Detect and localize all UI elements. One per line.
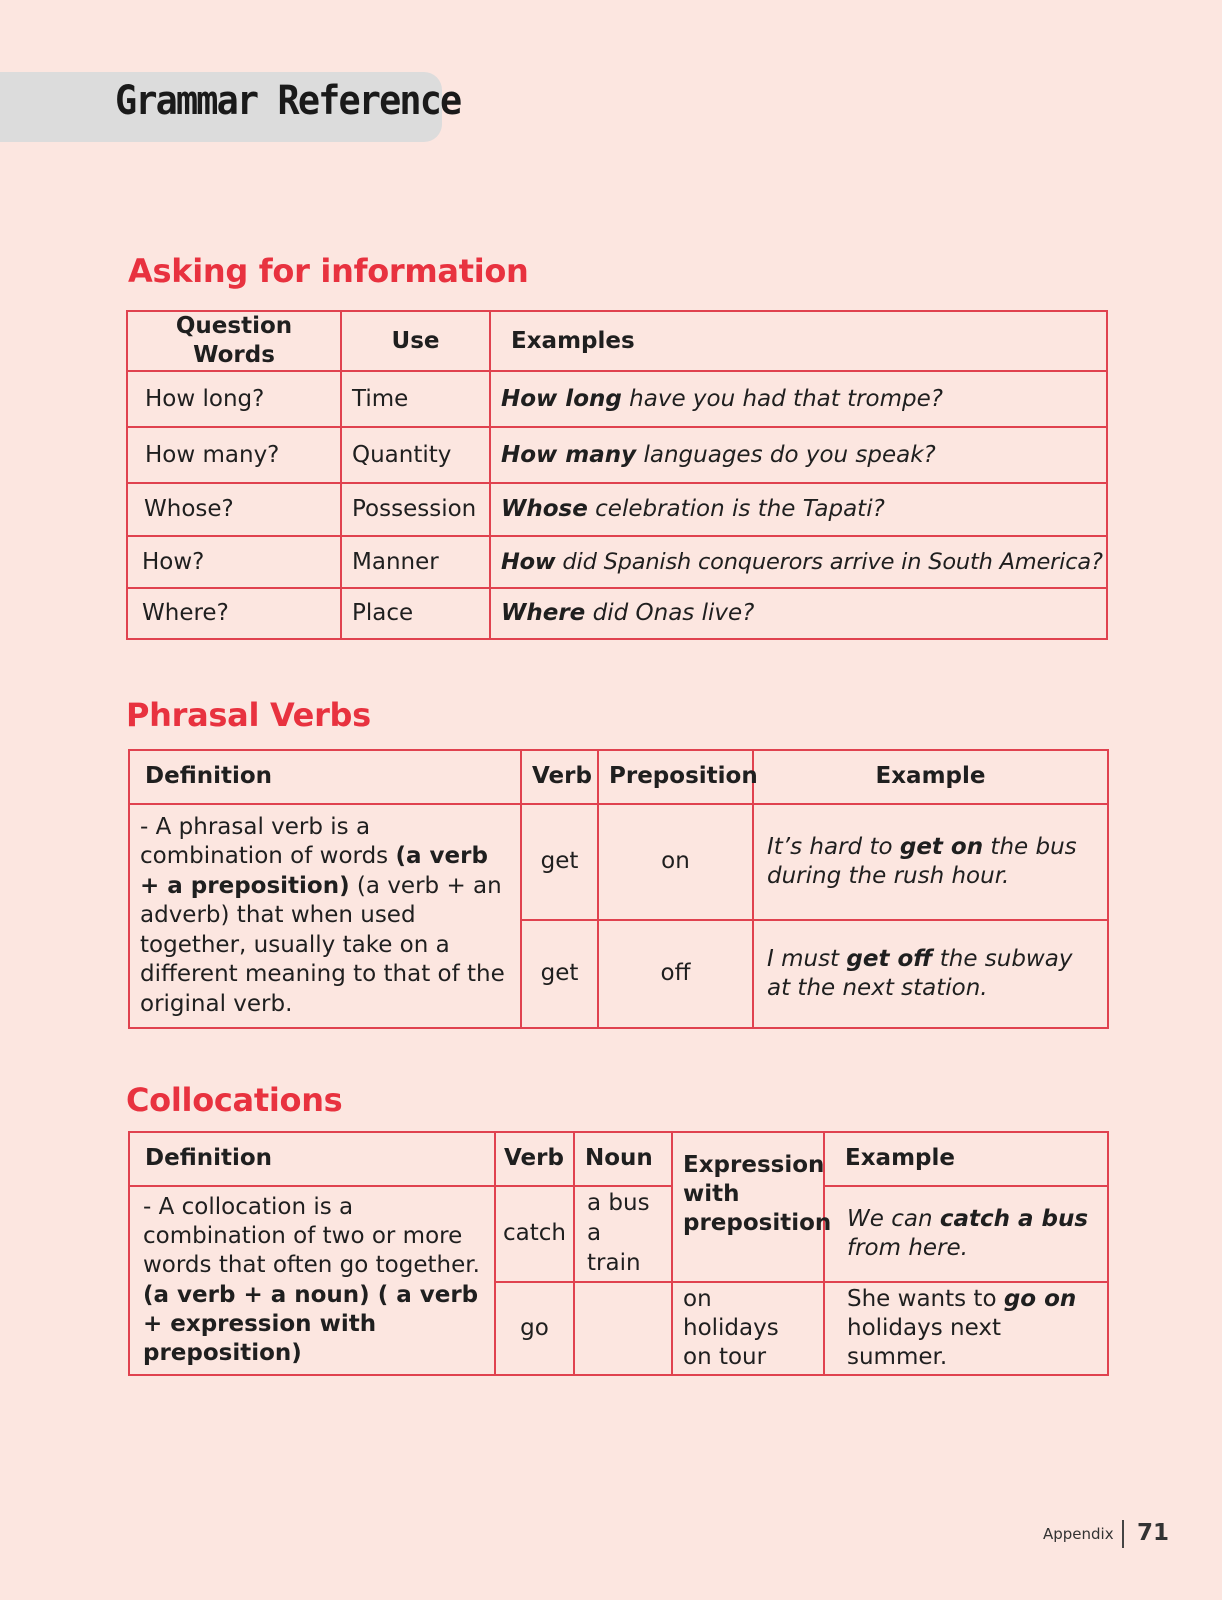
definition-bold: (a verb + a preposition) — [140, 843, 488, 899]
example-text-continued: from here. — [847, 1234, 968, 1261]
verb-cell: go — [495, 1282, 574, 1376]
header-verb: Verb — [495, 1132, 574, 1186]
header-use: Use — [341, 311, 490, 371]
question-example — [490, 483, 1107, 536]
table-row — [127, 536, 1107, 588]
asking-table — [126, 310, 1108, 640]
definition-bold: (a verb + a noun) ( a verb + expression with preposition) — [143, 1281, 479, 1367]
preposition-cell: on — [598, 804, 753, 920]
example-text: We can — [847, 1205, 940, 1232]
expression-item: on tour — [683, 1344, 767, 1371]
example-bold: How many — [501, 441, 637, 468]
definition-text: - A phrasal verb is a combination of words — [140, 814, 396, 870]
noun-item: a bus — [587, 1190, 650, 1216]
noun-cell — [574, 1282, 672, 1376]
question-word: Whose? — [127, 483, 341, 536]
example-bold: get on — [899, 833, 984, 860]
page-number: 71 — [1137, 1520, 1170, 1546]
example-text: did Onas live? — [585, 600, 755, 627]
question-use: Place — [341, 588, 490, 639]
example-cell — [753, 804, 1108, 920]
question-example — [490, 588, 1107, 639]
definition-text: - A collocation is a combination of two or more words that often go together. — [143, 1194, 480, 1279]
table-row — [127, 588, 1107, 639]
header-preposition: Preposition — [598, 750, 753, 804]
noun-cell — [574, 1186, 672, 1282]
example-bold: How long — [501, 385, 622, 412]
example-text: languages do you speak? — [636, 441, 936, 468]
example-text: did Spanish conquerors arrive in South America? — [555, 549, 1103, 576]
table-header-row — [129, 1132, 1108, 1186]
example-text: I must — [767, 945, 847, 972]
example-text-continued: the subway at the next station. — [767, 945, 1073, 1001]
footer-label: Appendix — [1043, 1525, 1114, 1543]
question-example — [490, 536, 1107, 588]
question-word: How? — [127, 536, 341, 588]
example-bold: Where — [501, 600, 586, 627]
header-noun: Noun — [574, 1132, 672, 1186]
example-bold: Whose — [501, 496, 588, 523]
example-cell — [824, 1282, 1108, 1376]
table-row — [127, 483, 1107, 536]
example-text: have you had that trompe? — [621, 385, 943, 412]
noun-item: a train — [587, 1219, 641, 1276]
example-text: celebration is the Tapati? — [587, 496, 885, 523]
phrasal-verbs-table — [128, 749, 1109, 1029]
preposition-cell: off — [598, 920, 753, 1028]
question-word: Where? — [127, 588, 341, 639]
collocations-table — [128, 1131, 1109, 1376]
table-row — [129, 804, 1108, 920]
example-bold: How — [501, 549, 556, 576]
header-verb: Verb — [521, 750, 598, 804]
table-row — [129, 1186, 1108, 1282]
table-row — [127, 427, 1107, 483]
header-example: Example — [824, 1132, 1108, 1186]
header-question-words: Question Words — [127, 311, 341, 371]
table-row — [127, 371, 1107, 427]
footer-divider — [1122, 1520, 1124, 1548]
question-example — [490, 371, 1107, 427]
table-header-row — [129, 750, 1108, 804]
example-bold: get off — [846, 945, 933, 972]
example-cell — [824, 1186, 1108, 1282]
verb-cell: get — [521, 804, 598, 920]
example-bold: catch a bus — [939, 1205, 1089, 1232]
verb-cell: catch — [495, 1186, 574, 1282]
example-text: It’s hard to — [767, 833, 900, 860]
question-use: Time — [341, 371, 490, 427]
example-text-continued: the bus during the rush hour. — [767, 833, 1077, 889]
collocation-definition — [129, 1186, 495, 1375]
phrasal-definition — [129, 804, 521, 1028]
header-definition: Definition — [129, 1132, 495, 1186]
question-use: Quantity — [341, 427, 490, 483]
question-word: How many? — [127, 427, 341, 483]
header-expression: Expression with preposition — [672, 1132, 824, 1282]
header-example: Example — [753, 750, 1108, 804]
verb-cell: get — [521, 920, 598, 1028]
question-use: Manner — [341, 536, 490, 588]
section-title-collocations: Collocations — [126, 1081, 343, 1119]
definition-text-continued: (a verb + an adverb) that when used together, usually take on a different meaning to that of the original verb. — [140, 872, 505, 1017]
example-text-continued: holidays next summer. — [847, 1314, 1001, 1371]
table-header-row — [127, 311, 1107, 371]
question-word: How long? — [127, 371, 341, 427]
section-title-phrasal: Phrasal Verbs — [126, 696, 371, 734]
header-definition: Definition — [129, 750, 521, 804]
section-title-asking: Asking for information — [128, 252, 529, 290]
header-examples: Examples — [490, 311, 1107, 371]
page-title: Grammar Reference — [115, 78, 461, 124]
question-use: Possession — [341, 483, 490, 536]
expression-item: on holidays — [683, 1285, 779, 1341]
example-bold: go on — [1003, 1285, 1077, 1312]
example-text: She wants to — [847, 1285, 1004, 1312]
question-example — [490, 427, 1107, 483]
expression-cell — [672, 1282, 824, 1376]
example-cell — [753, 920, 1108, 1028]
